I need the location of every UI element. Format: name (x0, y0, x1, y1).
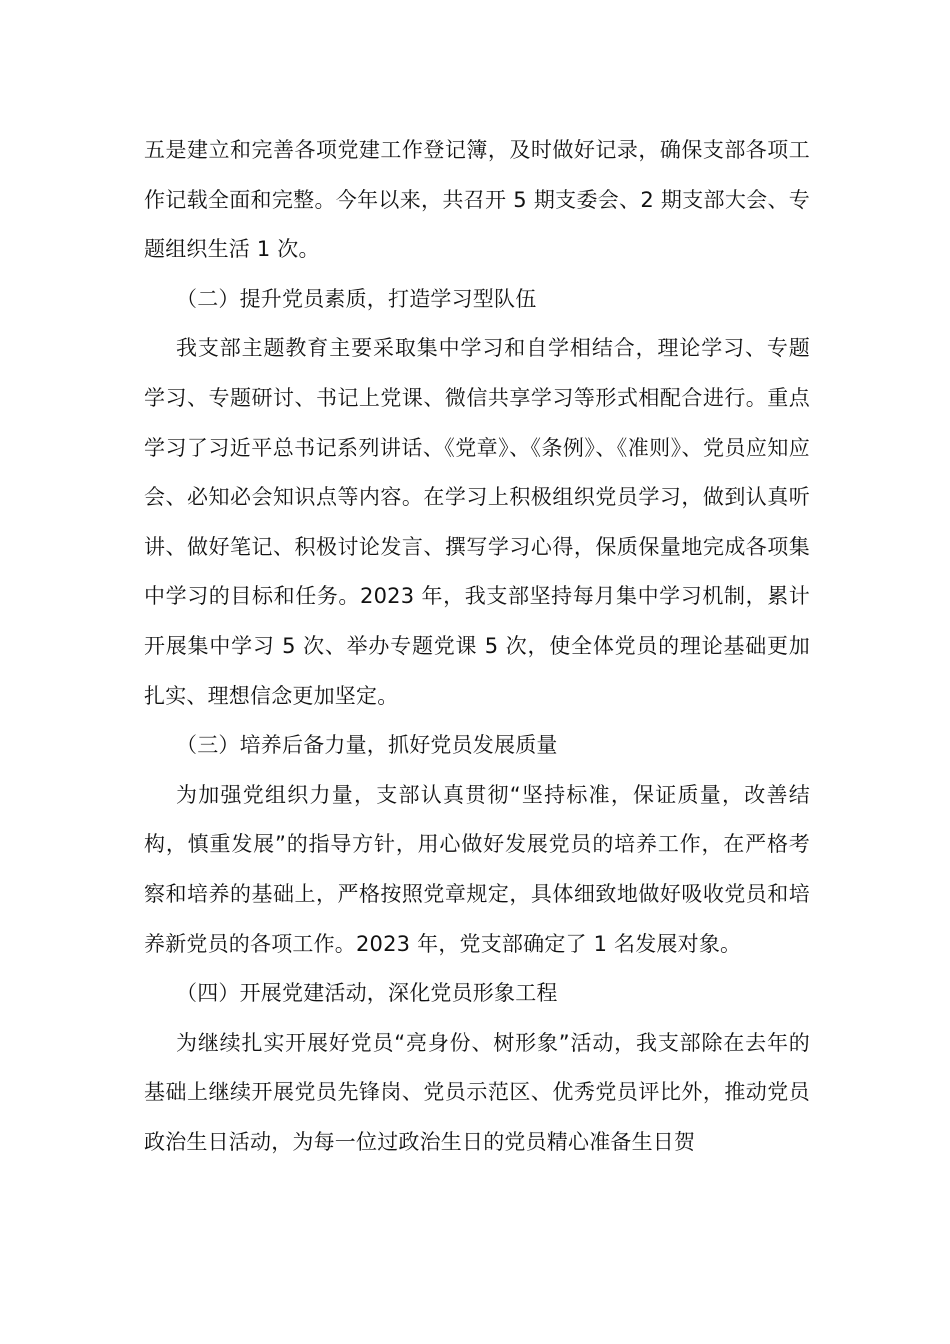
paragraph-registry: 五是建立和完善各项党建工作登记簿，及时做好记录，确保支部各项工作记载全面和完整。今年以来，共召开 5 期支委会、2 期支部大会、专题组织生活 1 次。 (144, 138, 810, 262)
paragraph-activities: 为继续扎实开展好党员“亮身份、树形象”活动，我支部除在去年的基础上继续开展党员先锋岗、党员示范区、优秀党员评比外，推动党员政治生日活动，为每一位过政治生日的党员精心准备生日贺 (144, 1030, 810, 1154)
paragraph-development: 为加强党组织力量，支部认真贯彻“坚持标准，保证质量，改善结构，慎重发展”的指导方针，用心做好发展党员的培养工作，在严格考察和培养的基础上，严格按照党章规定，具体细致地做好吸收党员和培养新党员的各项工作。2023 年，党支部确定了 1 名发展对象。 (144, 782, 810, 956)
document-body (144, 126, 810, 1167)
section-heading-2: （二）提升党员素质，打造学习型队伍 (176, 286, 537, 311)
paragraph-study: 我支部主题教育主要采取集中学习和自学相结合，理论学习、专题学习、专题研讨、书记上党课、微信共享学习等形式相配合进行。重点学习了习近平总书记系列讲话、《党章》、《条例》、《准则》、党员应知应会、必知必会知识点等内容。在学习上积极组织党员学习，做到认真听讲、做好笔记、积极讨论发言、撰写学习心得，保质保量地完成各项集中学习的目标和任务。2023 年，我支部坚持每月集中学习机制，累计开展集中学习 5 次、举办专题党课 5 次，使全体党员的理论基础更加扎实、理想信念更加坚定。 (144, 336, 810, 708)
section-heading-4: （四）开展党建活动，深化党员形象工程 (176, 981, 558, 1006)
section-heading-3: （三）培养后备力量，抓好党员发展质量 (176, 733, 558, 758)
